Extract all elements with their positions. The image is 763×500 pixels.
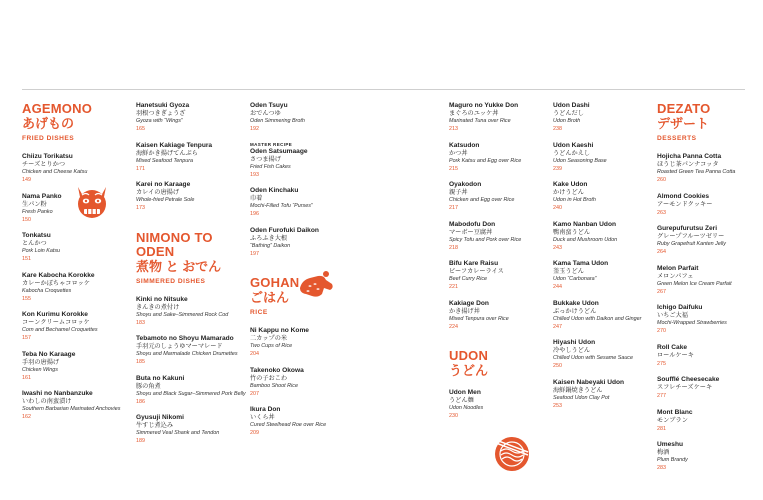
section-title-jp: 煮物 と おでん xyxy=(136,258,222,274)
recipe-entry xyxy=(553,181,665,212)
recipe-page-number: 218 xyxy=(449,244,458,251)
recipe-name: Hojicha Panna Cotta xyxy=(657,153,722,160)
recipe-name: Oden Furofuki Daikon xyxy=(250,226,319,234)
column-1 xyxy=(22,102,134,430)
recipe-description: Simmered Veal Shank and Tendon xyxy=(136,430,220,436)
recipe-description: Two Cups of Rice xyxy=(250,343,293,349)
recipe-name: Udon Dashi xyxy=(553,102,590,109)
recipe-page-number: 283 xyxy=(657,465,666,471)
recipe-page-number: 267 xyxy=(657,288,666,295)
recipe-entry xyxy=(250,367,362,398)
recipe-name: Bifu Kare Raisu xyxy=(449,260,499,267)
hand-holding-rice-icon xyxy=(296,266,336,306)
recipe-name: Almond Cookies xyxy=(657,192,710,200)
recipe-name-jp: おでんつゆ xyxy=(250,110,281,117)
recipe-page-number: 165 xyxy=(136,126,145,132)
recipe-entry xyxy=(250,187,362,218)
recipe-description: Roasted Green Tea Panna Cotta xyxy=(657,169,736,175)
section-title: UDON xyxy=(449,348,489,363)
recipe-name: Kaisen Nabeyaki Udon xyxy=(553,378,625,386)
recipe-name: Karei no Karaage xyxy=(136,181,191,188)
recipe-page-number: 173 xyxy=(136,205,145,211)
recipe-entry xyxy=(449,102,561,133)
recipe-name: Oden Kinchaku xyxy=(250,187,299,194)
recipe-description: Oden Simmering Broth xyxy=(250,118,305,124)
column-5 xyxy=(553,102,665,418)
recipe-page-number: 204 xyxy=(250,351,259,357)
recipe-description: Plum Brandy xyxy=(657,457,688,463)
section-header xyxy=(136,231,248,285)
recipe-name: Buta no Kakuni xyxy=(136,374,185,382)
recipe-name-jp: 竹の子おこわ xyxy=(250,374,288,382)
recipe-page-number: 149 xyxy=(22,177,31,183)
recipe-name-jp: 手羽の唐揚げ xyxy=(22,358,60,366)
recipe-page-number: 247 xyxy=(553,323,562,330)
recipe-name: Kake Udon xyxy=(553,181,588,188)
recipe-description: Mochi-Filled Tofu “Purses” xyxy=(250,203,313,209)
section-spacer xyxy=(449,379,561,389)
recipe-name-jp: 梅酒 xyxy=(657,449,670,456)
recipe-entry xyxy=(553,379,665,410)
recipe-name: Oyakodon xyxy=(449,181,482,188)
recipe-entry xyxy=(22,311,134,342)
section-header xyxy=(22,102,134,142)
recipe-entry xyxy=(22,232,134,263)
section-title: DEZATO xyxy=(657,101,711,116)
recipe-entry xyxy=(449,221,561,252)
recipe-description: Shoyu and Black Sugar–Simmered Pork Belly xyxy=(136,390,246,397)
column-2 xyxy=(136,102,248,454)
recipe-page-number: 281 xyxy=(657,425,666,432)
recipe-page-number: 215 xyxy=(449,165,458,172)
recipe-description: Southern Barbarian Marinated Anchovies xyxy=(22,406,121,412)
recipe-description: Chilled Udon with Sesame Sauce xyxy=(553,355,634,361)
recipe-name: Soufflé Cheesecake xyxy=(657,376,720,383)
recipe-page-number: 161 xyxy=(22,374,31,381)
recipe-entry xyxy=(136,414,248,445)
recipe-name: Hanetsuki Gyoza xyxy=(136,102,190,109)
recipe-name-jp: 親子丼 xyxy=(449,189,468,196)
recipe-name: Teba No Karaage xyxy=(22,350,76,358)
recipe-entry xyxy=(449,260,561,291)
recipe-description: Udon Noodles xyxy=(449,405,484,411)
recipe-name-jp: 冷やしうどん xyxy=(553,347,591,354)
recipe-name-jp: 生パン粉 xyxy=(22,200,47,208)
recipe-name: Tonkatsu xyxy=(22,232,51,239)
section-subtitle: FRIED DISHES xyxy=(22,135,75,142)
recipe-name: Kare Kabocha Korokke xyxy=(22,271,95,279)
recipe-name: Takenoko Okowa xyxy=(250,366,304,374)
recipe-name-jp: 海鮮鍋焼きうどん xyxy=(553,386,603,394)
recipe-name-jp: 海鮮かき揚げてんぷら xyxy=(136,149,198,157)
recipe-description: Udon in Hot Broth xyxy=(553,197,596,203)
recipe-entry xyxy=(449,142,561,173)
recipe-page-number: 151 xyxy=(22,256,31,262)
recipe-page-number: 240 xyxy=(553,205,562,211)
recipe-page-number: 189 xyxy=(136,438,145,444)
recipe-name: Nama Panko xyxy=(22,192,62,200)
recipe-name: Ichigo Daifuku xyxy=(657,304,703,311)
recipe-name-jp: ぶっかけうどん xyxy=(553,307,597,315)
recipe-page-number: 243 xyxy=(553,244,562,251)
recipe-entry xyxy=(657,225,763,256)
recipe-name: Bukkake Udon xyxy=(553,299,599,307)
recipe-name-jp: チーズとりかつ xyxy=(22,161,66,168)
recipe-page-number: 209 xyxy=(250,430,259,436)
recipe-entry xyxy=(250,327,362,358)
recipe-description: Fresh Panko xyxy=(22,208,53,215)
recipe-page-number: 263 xyxy=(657,209,666,216)
recipe-name-jp: マーボー豆腐丼 xyxy=(449,228,493,236)
section-title-jp: ごはん xyxy=(250,290,290,305)
section-title-jp: デザート xyxy=(657,116,710,131)
recipe-name-jp: 手羽元のしょうゆマーマレード xyxy=(136,343,223,350)
recipe-page-number: 239 xyxy=(553,165,562,172)
recipe-name-jp: カレイの唐揚げ xyxy=(136,189,180,196)
recipe-name-jp: アーモンドクッキー xyxy=(657,200,713,208)
recipe-page-number: 171 xyxy=(136,165,145,172)
column-6 xyxy=(657,102,763,481)
recipe-description: Chicken Wings xyxy=(22,366,58,373)
recipe-name-jp: さつま揚げ xyxy=(250,155,281,163)
recipe-page-number: 221 xyxy=(449,284,458,290)
recipe-entry xyxy=(136,296,248,327)
recipe-entry xyxy=(449,300,561,331)
recipe-name: Kaisen Kakiage Tenpura xyxy=(136,141,213,149)
recipe-entry xyxy=(553,221,665,252)
recipe-description: Green Melon Ice Cream Parfait xyxy=(657,280,732,287)
recipe-name-jp: グレープフルーツゼリー xyxy=(657,233,725,240)
section-title: AGEMONO xyxy=(22,101,93,116)
recipe-description: Udon Broth xyxy=(553,118,581,124)
recipe-description: Pork Loin Katsu xyxy=(22,248,61,254)
recipe-description: Mixed Seafood Tenpura xyxy=(136,157,194,164)
recipe-name-jp: かき揚げ丼 xyxy=(449,307,480,315)
recipe-name-jp: うどんだし xyxy=(553,110,584,117)
recipe-description: Marinated Tuna over Rice xyxy=(449,118,511,124)
recipe-name-jp: ロールケーキ xyxy=(657,351,694,359)
recipe-name-jp: ほうじ茶パンナコッタ xyxy=(657,161,719,168)
section-subtitle: SIMMERED DISHES xyxy=(136,277,206,285)
recipe-entry xyxy=(250,142,362,179)
recipe-name-jp: ふろふき大根 xyxy=(250,234,288,242)
recipe-page-number: 238 xyxy=(553,126,562,132)
recipe-page-number: 250 xyxy=(553,363,562,369)
recipe-description: Shoyu and Sake–Simmered Rock Cod xyxy=(136,311,229,318)
recipe-name-jp: 釜玉うどん xyxy=(553,268,584,275)
recipe-name-jp: 豚の角煮 xyxy=(136,382,161,390)
recipe-name: Hiyashi Udon xyxy=(553,339,596,346)
recipe-entry xyxy=(657,344,763,368)
recipe-name-jp: まぐろのユッケ丼 xyxy=(449,110,499,117)
recipe-description: Whole-fried Petrale Sole xyxy=(136,197,195,203)
recipe-entry xyxy=(136,102,248,133)
recipe-name-jp: 巾着 xyxy=(250,195,263,202)
recipe-name: Katsudon xyxy=(449,141,480,149)
recipe-description: Kabocha Croquettes xyxy=(22,287,72,294)
recipe-description: Spicy Tofu and Pork over Rice xyxy=(449,236,522,243)
recipe-name-jp: いくら丼 xyxy=(250,414,275,421)
recipe-page-number: 186 xyxy=(136,398,145,405)
recipe-description: Fried Fish Cakes xyxy=(250,163,291,170)
udon-bowl-icon xyxy=(492,434,532,474)
recipe-name: Kakiage Don xyxy=(449,299,489,307)
recipe-description: Chicken and Egg over Rice xyxy=(449,197,515,203)
recipe-page-number: 197 xyxy=(250,250,259,257)
recipe-page-number: 157 xyxy=(22,335,31,341)
recipe-entry xyxy=(22,153,134,184)
recipe-name: Ni Kappu no Kome xyxy=(250,327,309,334)
recipe-name: Kama Tama Udon xyxy=(553,260,609,267)
recipe-name-jp: かけうどん xyxy=(553,189,584,196)
recipe-page-number: 150 xyxy=(22,216,31,223)
recipe-description: “Bathing” Daikon xyxy=(250,242,291,249)
recipe-page-number: 192 xyxy=(250,126,259,132)
section-subtitle: DESSERTS xyxy=(657,135,697,142)
recipe-name: Mabodofu Don xyxy=(449,220,496,228)
recipe-entry xyxy=(136,142,248,173)
section-header xyxy=(657,102,763,142)
recipe-name: Mont Blanc xyxy=(657,408,693,416)
recipe-name: Kamo Nanban Udon xyxy=(553,220,617,228)
recipe-description: Shoyu and Marmalade Chicken Drumettes xyxy=(136,351,238,357)
recipe-entry xyxy=(136,335,248,366)
recipe-entry xyxy=(553,339,665,370)
recipe-description: Chicken and Cheese Katsu xyxy=(22,169,88,175)
recipe-page-number: 185 xyxy=(136,359,145,365)
recipe-entry xyxy=(553,102,665,133)
section-title-jp: あげもの xyxy=(22,116,75,131)
section-title-jp: うどん xyxy=(449,363,489,378)
recipe-page-number: 155 xyxy=(22,295,31,302)
recipe-name-jp: 鴨南蛮うどん xyxy=(553,228,591,236)
recipe-name-jp: 二カップの米 xyxy=(250,335,288,342)
recipe-entry xyxy=(136,375,248,406)
recipe-description: Udon “Carbonara” xyxy=(553,276,597,282)
recipe-entry xyxy=(657,376,763,400)
recipe-entry xyxy=(250,406,362,437)
recipe-name: Umeshu xyxy=(657,441,684,448)
recipe-name-jp: モンブラン xyxy=(657,416,688,424)
recipe-entry xyxy=(657,409,763,433)
recipe-name-jp: 牛すじ煮込み xyxy=(136,422,174,429)
recipe-description: Cured Steelhead Roe over Rice xyxy=(250,422,327,428)
recipe-description: Gyoza with “Wings” xyxy=(136,118,183,124)
recipe-entry xyxy=(22,272,134,303)
recipe-description: Mochi-Wrapped Strawberries xyxy=(657,320,727,326)
recipe-page-number: 270 xyxy=(657,328,666,334)
recipe-entry xyxy=(553,260,665,291)
section-title: GOHAN xyxy=(250,275,300,290)
recipe-name-jp: きんきの煮付け xyxy=(136,303,180,311)
recipe-entry xyxy=(553,300,665,331)
section-gap xyxy=(136,221,248,231)
recipe-page-number: 162 xyxy=(22,414,31,420)
recipe-name: Kinki no Nitsuke xyxy=(136,295,188,303)
recipe-page-number: 244 xyxy=(553,284,562,290)
recipe-entry xyxy=(22,390,134,421)
recipe-description: Seafood Udon Clay Pot xyxy=(553,394,610,401)
recipe-entry xyxy=(449,389,561,420)
recipe-name-jp: いちご大福 xyxy=(657,312,688,319)
recipe-description: Mixed Tenpura over Rice xyxy=(449,315,509,322)
top-rule xyxy=(22,89,745,90)
recipe-entry xyxy=(657,441,763,472)
recipe-description: Pork Katsu and Egg over Rice xyxy=(449,157,522,164)
recipe-entry xyxy=(250,227,362,258)
recipe-page-number: 224 xyxy=(449,323,458,330)
recipe-name-jp: カレーかぼちゃコロッケ xyxy=(22,279,90,287)
recipe-page-number: 264 xyxy=(657,249,666,255)
recipe-description: Ruby Grapefruit Kanten Jelly xyxy=(657,241,726,247)
recipe-name: Udon Kaeshi xyxy=(553,141,594,149)
recipe-page-number: 230 xyxy=(449,413,458,419)
recipe-name: Iwashi no Nanbanzuke xyxy=(22,390,93,397)
recipe-name: Oden Satsumaage xyxy=(250,147,308,155)
recipe-name: Ikura Don xyxy=(250,406,281,413)
recipe-entry xyxy=(657,193,763,217)
recipe-entry xyxy=(553,142,665,173)
recipe-name: Maguro no Yukke Don xyxy=(449,102,519,109)
section-subtitle: RICE xyxy=(250,309,268,316)
recipe-name: Gyusuji Nikomi xyxy=(136,414,184,421)
recipe-name-jp: うどん麺 xyxy=(449,397,474,404)
recipe-page-number: 207 xyxy=(250,390,259,397)
recipe-note: MASTER RECIPE xyxy=(250,141,293,147)
recipe-entry xyxy=(22,351,134,382)
recipe-name-jp: いわしの南蛮漬け xyxy=(22,398,72,405)
recipe-name: Oden Tsuyu xyxy=(250,102,288,109)
recipe-name: Udon Men xyxy=(449,389,481,396)
recipe-description: Udon Seasoning Base xyxy=(553,157,607,164)
recipe-description: Beef Curry Rice xyxy=(449,276,488,282)
recipe-page-number: 183 xyxy=(136,319,145,326)
section-title: NIMONO TO ODEN xyxy=(136,229,213,259)
recipe-page-number: 277 xyxy=(657,393,666,399)
recipe-page-number: 196 xyxy=(250,211,259,217)
oni-mask-icon xyxy=(72,181,112,221)
recipe-description: Duck and Mushroom Udon xyxy=(553,236,618,243)
column-4 xyxy=(449,102,561,429)
recipe-description: Corn and Bechamel Croquettes xyxy=(22,327,98,333)
recipe-page-number: 260 xyxy=(657,177,666,183)
recipe-name: Melon Parfait xyxy=(657,264,699,272)
recipe-name-jp: スフレチーズケーキ xyxy=(657,384,713,391)
recipe-entry xyxy=(136,181,248,212)
recipe-name-jp: メロンパフェ xyxy=(657,272,694,280)
recipe-name-jp: うどんかえし xyxy=(553,149,591,157)
recipe-description: Bamboo Shoot Rice xyxy=(250,382,298,389)
recipe-page-number: 213 xyxy=(449,126,458,132)
recipe-page-number: 193 xyxy=(250,171,259,178)
recipe-name-jp: ビーフカレーライス xyxy=(449,268,504,275)
recipe-entry xyxy=(657,153,763,184)
recipe-entry xyxy=(250,102,362,133)
recipe-name-jp: コーンクリームコロッケ xyxy=(22,319,90,326)
recipe-name-jp: 羽根つきぎょうざ xyxy=(136,110,186,117)
recipe-entry xyxy=(449,181,561,212)
section-header xyxy=(449,349,561,389)
recipe-entry xyxy=(657,265,763,296)
recipe-page-number: 275 xyxy=(657,360,666,367)
recipe-entry xyxy=(657,304,763,335)
recipe-name: Chiizu Torikatsu xyxy=(22,153,73,160)
recipe-name-jp: とんかつ xyxy=(22,240,47,247)
recipe-name: Tebamoto no Shoyu Mamarado xyxy=(136,335,234,342)
recipe-name: Roll Cake xyxy=(657,343,688,351)
recipe-name: Kon Kurimu Korokke xyxy=(22,311,88,318)
recipe-page-number: 217 xyxy=(449,205,458,211)
recipe-name: Gurepufurutsu Zeri xyxy=(657,225,718,232)
recipe-description: Chilled Udon with Daikon and Ginger xyxy=(553,315,642,322)
recipe-page-number: 253 xyxy=(553,402,562,409)
recipe-name-jp: かつ丼 xyxy=(449,149,468,157)
